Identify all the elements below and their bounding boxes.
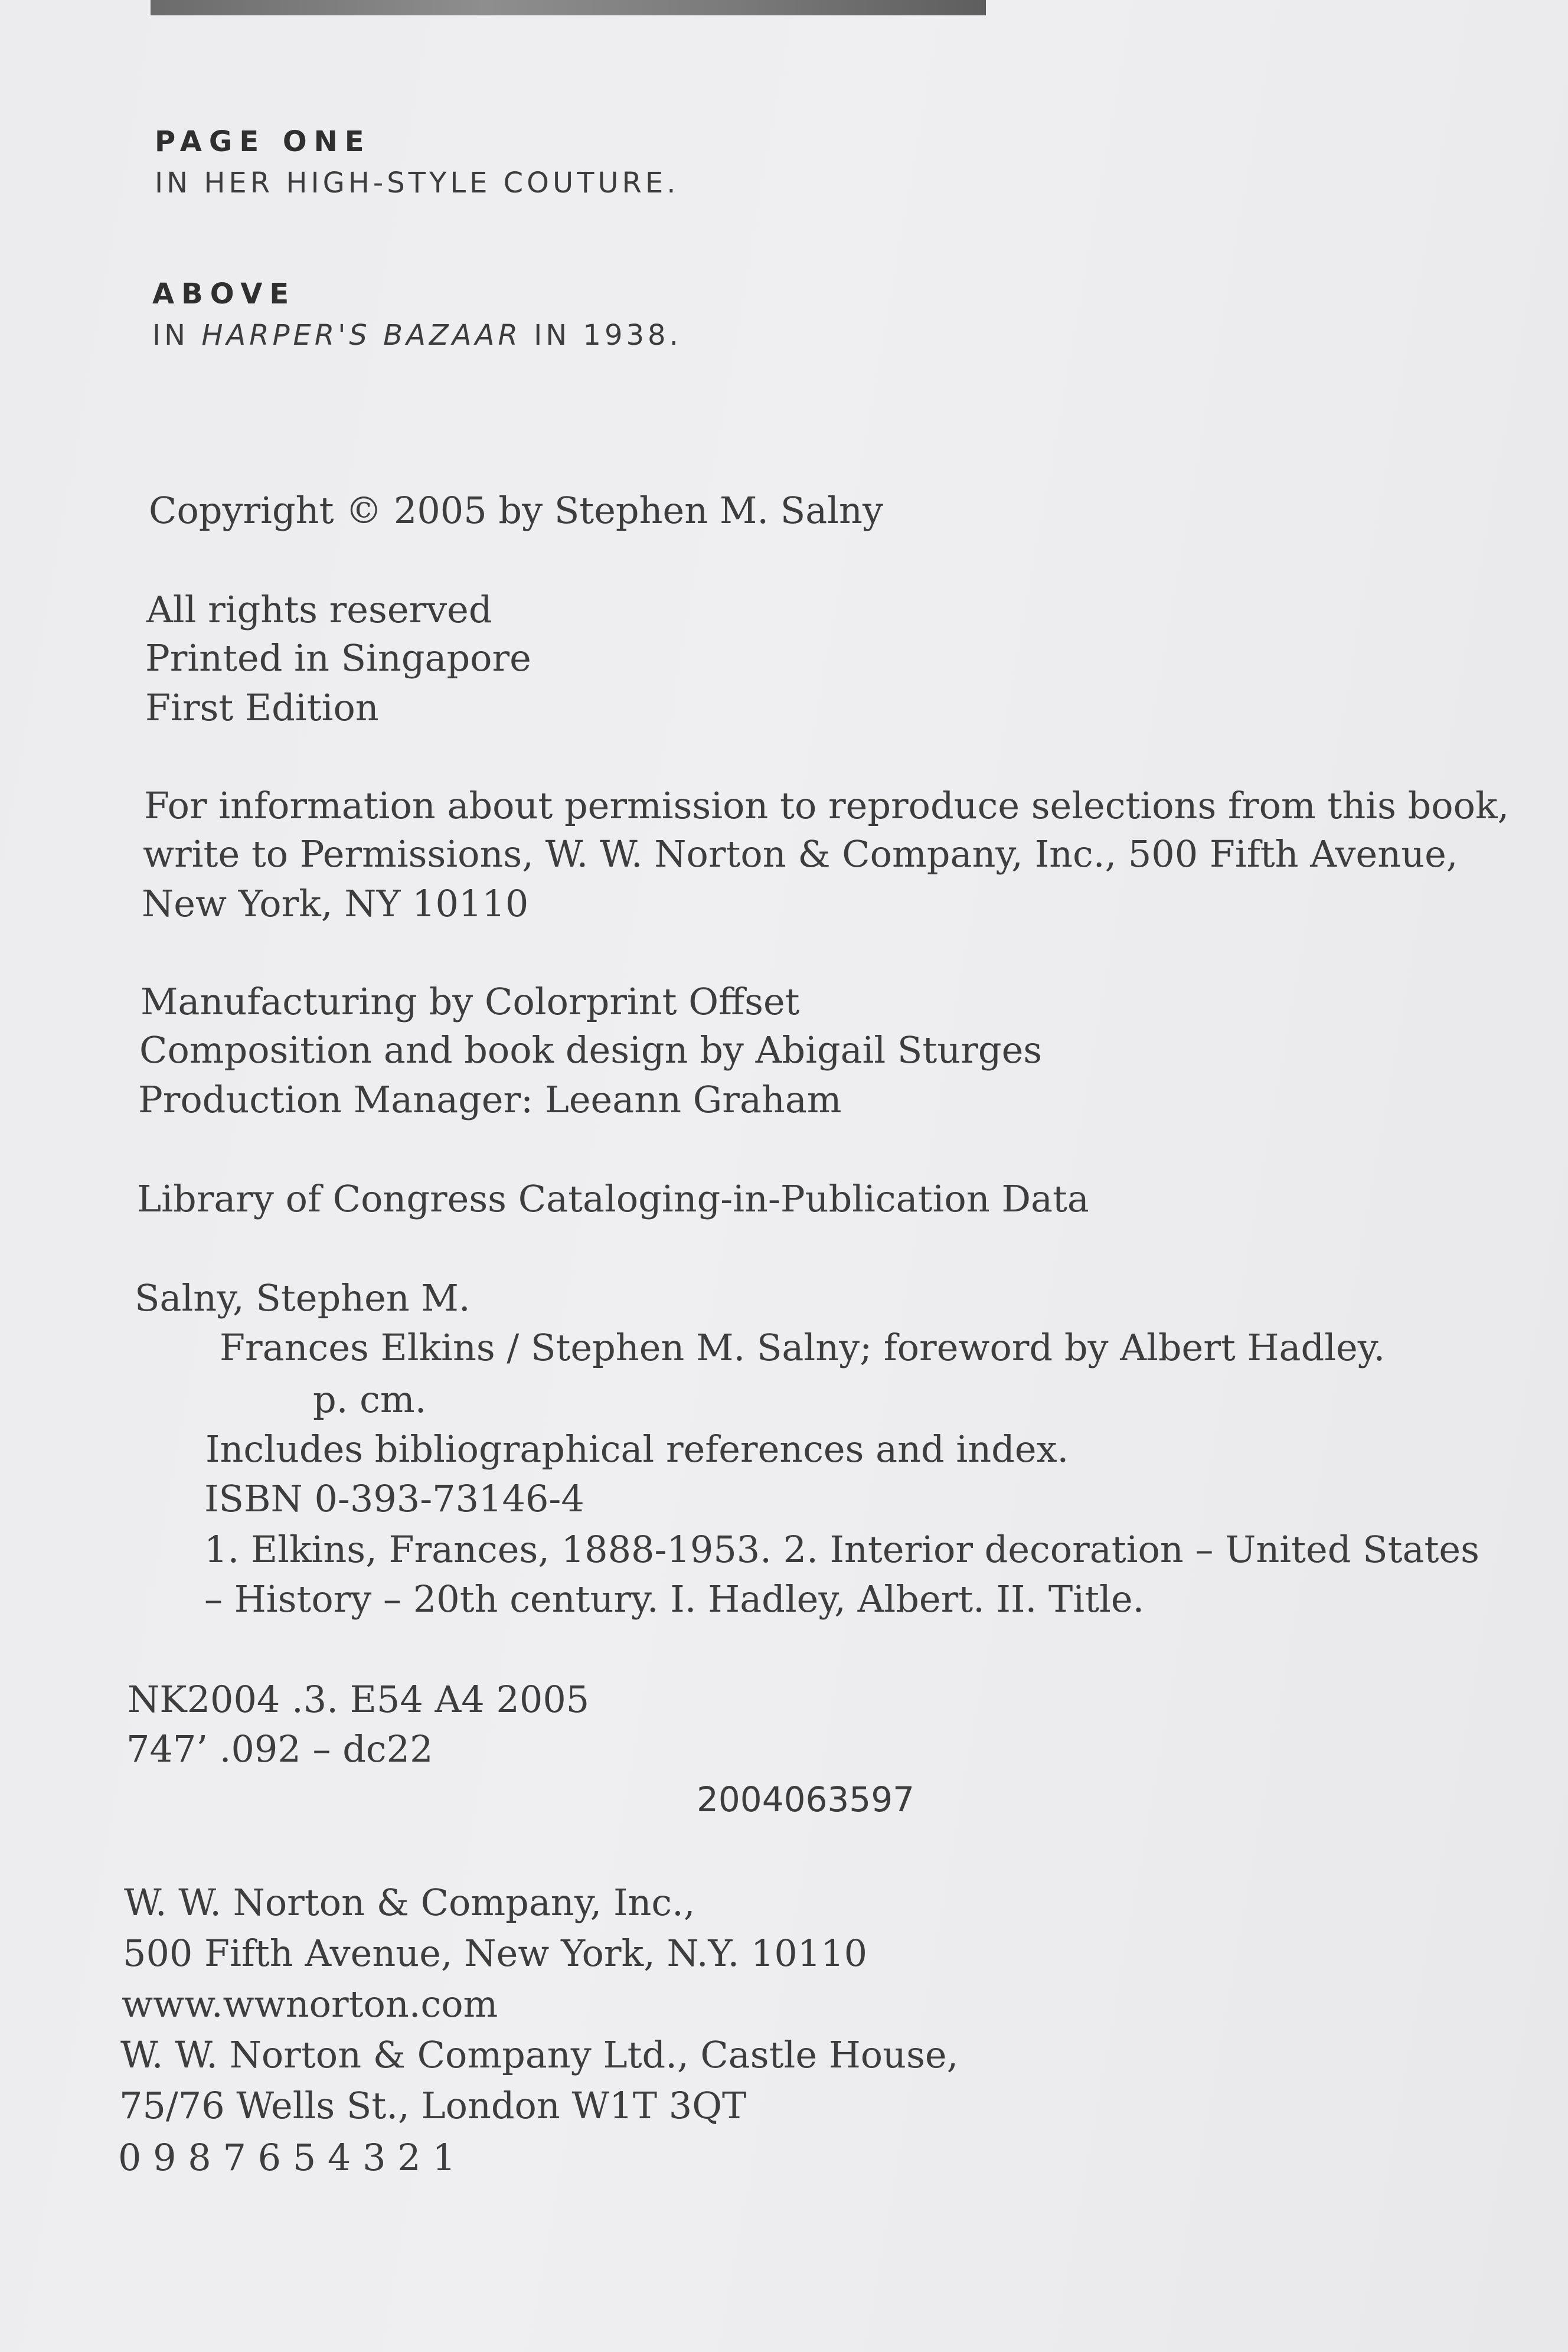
publisher-name: W. W. Norton & Company, Inc., [124, 1881, 695, 1924]
publisher-uk-address: 75/76 Wells St., London W1T 3QT [119, 2084, 747, 2127]
cip-notes: Includes bibliographical references and index. [205, 1427, 1069, 1471]
cip-title: Library of Congress Cataloging-in-Publication Data [137, 1177, 1089, 1220]
copyright-line: Copyright © 2005 by Stephen M. Salny [149, 489, 883, 532]
credit-production: Production Manager: Leeann Graham [138, 1078, 842, 1121]
credit-design: Composition and book design by Abigail Sturges [139, 1028, 1043, 1072]
dewey-number: 747’ .092 – dc22 [126, 1727, 433, 1770]
cip-subjects-2: – History – 20th century. I. Hadley, Albert. II. Title. [204, 1577, 1145, 1621]
cip-author: Salny, Stephen M. [135, 1276, 471, 1319]
edition: First Edition [145, 686, 379, 729]
publisher-uk-name: W. W. Norton & Company Ltd., Castle House, [120, 2033, 959, 2076]
caption-above-magazine: HARPER'S BAZAAR [201, 319, 521, 352]
cip-isbn: ISBN 0-393-73146-4 [204, 1477, 584, 1520]
cip-title-statement: Frances Elkins / Stephen M. Salny; foreword by Albert Hadley. [220, 1326, 1386, 1369]
caption-above [152, 277, 682, 352]
printed-in: Printed in Singapore [145, 636, 531, 680]
cip-physical: p. cm. [313, 1378, 427, 1421]
permission-line-3: New York, NY 10110 [142, 882, 529, 925]
caption-page-one [155, 125, 679, 200]
permission-line-2: write to Permissions, W. W. Norton & Company, Inc., 500 Fifth Avenue, [143, 832, 1458, 876]
caption-above-heading: ABOVE [152, 277, 296, 311]
caption-page-one-text: IN HER HIGH-STYLE COUTURE. [155, 166, 680, 200]
lc-call-number: NK2004 .3. E54 A4 2005 [128, 1678, 590, 1721]
caption-above-text [152, 319, 682, 352]
publisher-website: www.wwnorton.com [122, 1982, 498, 2026]
photo-edge [151, 0, 986, 15]
caption-above-suffix: IN 1938. [521, 319, 682, 352]
caption-above-prefix: IN [152, 319, 202, 352]
printing-line: 0 9 8 7 6 5 4 3 2 1 [118, 2136, 456, 2179]
permission-line-1: For information about permission to reproduce selections from this book, [144, 784, 1510, 827]
rights-reserved: All rights reserved [146, 588, 492, 631]
lccn-number: 2004063597 [697, 1779, 915, 1819]
cip-subjects-1: 1. Elkins, Frances, 1888-1953. 2. Interior decoration – United States [204, 1528, 1479, 1571]
caption-page-one-heading: PAGE ONE [155, 125, 371, 158]
publisher-address: 500 Fifth Avenue, New York, N.Y. 10110 [123, 1932, 868, 1975]
credit-manufacturing: Manufacturing by Colorprint Offset [141, 980, 800, 1023]
